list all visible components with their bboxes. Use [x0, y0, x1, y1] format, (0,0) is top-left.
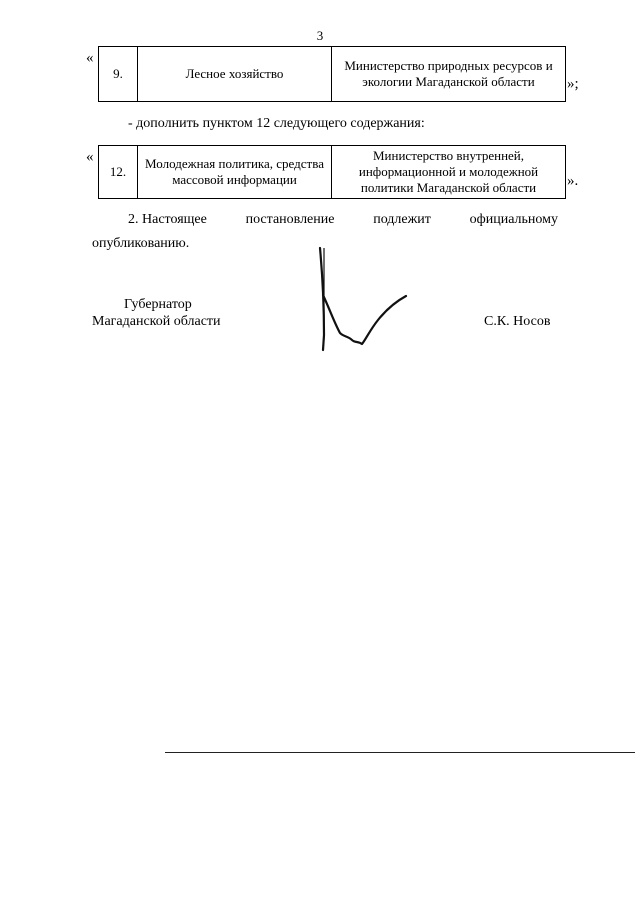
paragraph-2-line2: опубликованию. [92, 236, 190, 251]
close-quote-row12: ». [567, 173, 579, 189]
open-quote-row9: « [86, 50, 94, 66]
supplement-text: - дополнить пунктом 12 следующего содержания: [128, 116, 425, 131]
governor-region: Магаданской области [92, 314, 221, 329]
paragraph-2-word-2: постановление [245, 212, 335, 227]
table-row-12 [98, 145, 566, 199]
handwritten-signature [300, 240, 420, 355]
page-number: 3 [316, 28, 324, 43]
paragraph-2-line1 [128, 212, 558, 228]
row12-field: Молодежная политика, средства массовой информации [138, 146, 332, 199]
row9-number: 9. [99, 47, 138, 102]
bottom-rule [165, 752, 635, 753]
paragraph-2-word-1: 2. Настоящее [128, 212, 207, 227]
row12-ministry: Министерство внутренней, информационной и молодежной политики Магаданской области [332, 146, 566, 199]
paragraph-2-word-3: подлежит [373, 212, 431, 227]
row9-field: Лесное хозяйство [138, 47, 332, 102]
governor-name: С.К. Носов [484, 314, 551, 329]
table-row-9 [98, 46, 566, 102]
row12-number: 12. [99, 146, 138, 199]
open-quote-row12: « [86, 149, 94, 165]
paragraph-2-word-4: официальному [469, 212, 558, 227]
close-quote-row9: »; [567, 76, 579, 92]
row9-ministry: Министерство природных ресурсов и экологии Магаданской области [332, 47, 566, 102]
governor-title: Губернатор [124, 297, 192, 312]
